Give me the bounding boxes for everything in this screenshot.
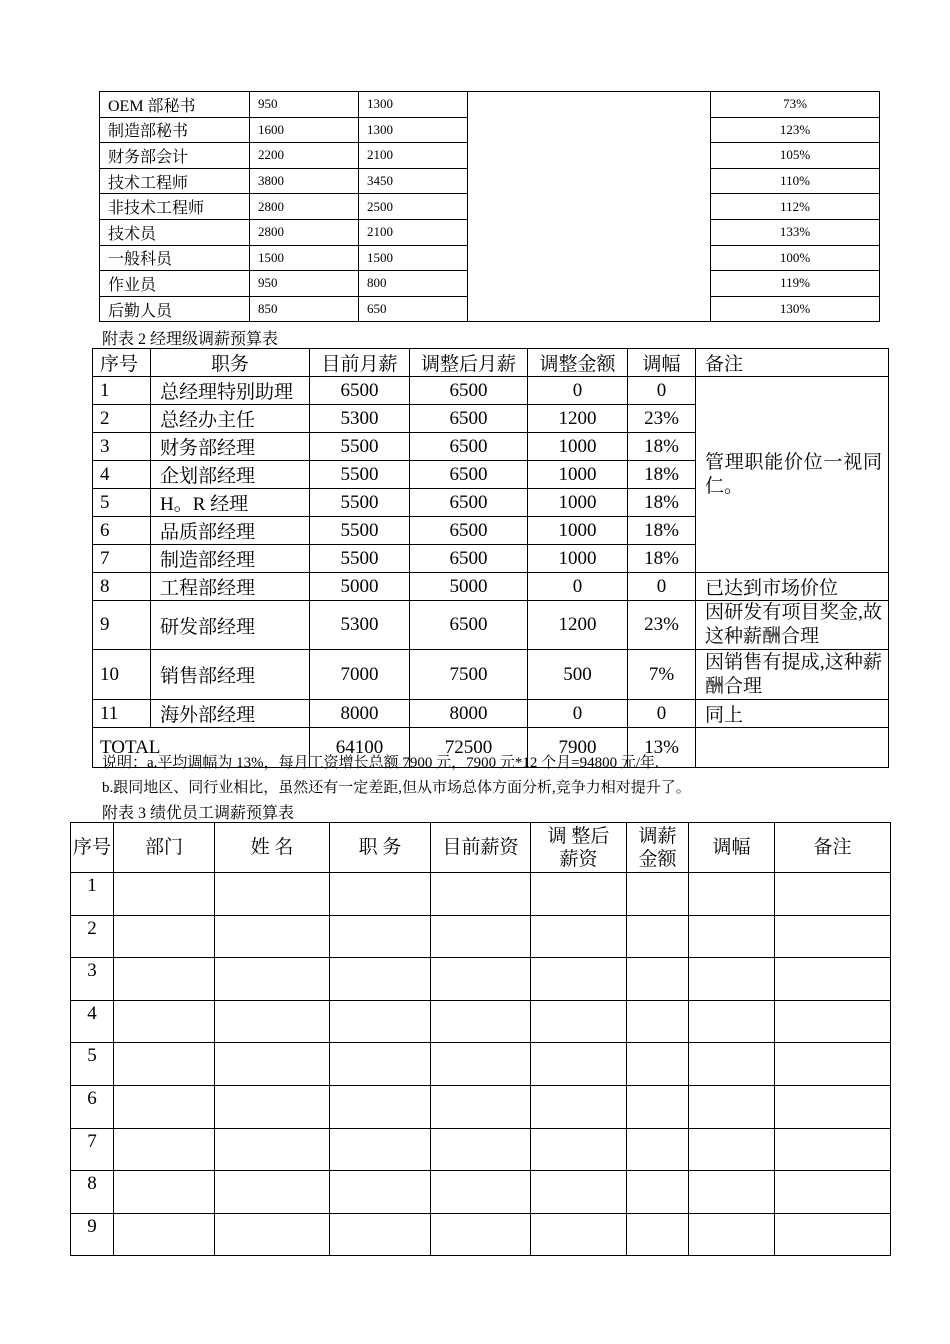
current-cell: 5300 (310, 601, 410, 650)
title-cell: 销售部经理 (151, 650, 310, 700)
amount-cell: 1000 (528, 517, 628, 545)
adjusted-cell: 6500 (410, 489, 528, 517)
remark-cell[interactable] (775, 873, 891, 916)
amount-cell[interactable] (627, 915, 689, 958)
current-cell: 5500 (310, 433, 410, 461)
no-cell: 4 (93, 461, 151, 489)
rate-cell[interactable] (689, 958, 775, 1001)
header-dept: 部门 (114, 823, 215, 873)
rate-cell[interactable] (689, 1128, 775, 1171)
amount-cell: 500 (528, 650, 628, 700)
amount-cell[interactable] (627, 1085, 689, 1128)
rate-cell[interactable] (689, 1000, 775, 1043)
name-cell[interactable] (215, 1000, 330, 1043)
amount-cell: 1200 (528, 405, 628, 433)
header-current: 目前月薪 (310, 349, 410, 377)
current-salary-cell: 1300 (359, 117, 468, 143)
title-cell: H。R 经理 (151, 489, 310, 517)
current-salary-cell: 800 (359, 271, 468, 297)
dept-cell[interactable] (114, 1213, 215, 1256)
ratio-cell: 73% (711, 92, 880, 118)
current-cell: 5300 (310, 405, 410, 433)
position-cell: 一般科员 (100, 245, 250, 271)
rate-cell: 18% (628, 433, 696, 461)
remark-cell: 因研发有项目奖金,故这种薪酬合理 (696, 601, 889, 650)
title-cell[interactable] (330, 873, 431, 916)
rate-cell: 18% (628, 517, 696, 545)
name-cell[interactable] (215, 873, 330, 916)
current-cell[interactable] (431, 1085, 531, 1128)
dept-cell[interactable] (114, 915, 215, 958)
dept-cell[interactable] (114, 873, 215, 916)
adjusted-cell: 6500 (410, 461, 528, 489)
table3-caption: 附表 3 绩优员工调薪预算表 (102, 805, 295, 822)
no-cell: 6 (93, 517, 151, 545)
ratio-cell: 112% (711, 194, 880, 220)
header-remark: 备注 (775, 823, 891, 873)
title-cell: 总经办主任 (151, 405, 310, 433)
no-cell: 6 (71, 1085, 114, 1128)
rate-cell: 18% (628, 489, 696, 517)
title-cell: 财务部经理 (151, 433, 310, 461)
market-salary-cell: 1600 (250, 117, 359, 143)
current-cell[interactable] (431, 1128, 531, 1171)
rate-cell[interactable] (689, 915, 775, 958)
amount-cell: 0 (528, 377, 628, 405)
rate-cell: 0 (628, 700, 696, 728)
header-no: 序号 (93, 349, 151, 377)
position-cell: 非技术工程师 (100, 194, 250, 220)
table-row (71, 1043, 891, 1086)
title-cell[interactable] (330, 915, 431, 958)
no-cell: 5 (71, 1043, 114, 1086)
position-cell: 技术工程师 (100, 168, 250, 194)
adjusted-cell[interactable] (531, 1000, 627, 1043)
table-row (93, 573, 889, 601)
adjusted-cell[interactable] (531, 1128, 627, 1171)
title-cell: 企划部经理 (151, 461, 310, 489)
remark-cell[interactable] (775, 1085, 891, 1128)
remark-cell[interactable] (775, 915, 891, 958)
name-cell[interactable] (215, 1043, 330, 1086)
adjusted-cell: 6500 (410, 405, 528, 433)
table-row (93, 700, 889, 728)
header-adjusted: 调整后月薪 (410, 349, 528, 377)
total-rate: 13% (628, 728, 696, 768)
total-current: 64100 (310, 728, 410, 768)
table-row (71, 1171, 891, 1214)
current-cell: 5000 (310, 573, 410, 601)
note-b: b.跟同地区、同行业相比，虽然还有一定差距,但从市场总体方面分析,竞争力相对提升了。 (102, 780, 691, 796)
dept-cell[interactable] (114, 1128, 215, 1171)
current-cell: 5500 (310, 545, 410, 573)
header-title: 职 务 (330, 823, 431, 873)
dept-cell[interactable] (114, 1000, 215, 1043)
amount-cell: 1000 (528, 461, 628, 489)
current-cell[interactable] (431, 1213, 531, 1256)
header-name: 姓 名 (215, 823, 330, 873)
remark-cell[interactable] (775, 1171, 891, 1214)
rate-cell[interactable] (689, 1171, 775, 1214)
no-cell: 2 (71, 915, 114, 958)
current-cell[interactable] (431, 915, 531, 958)
rate-cell[interactable] (689, 1043, 775, 1086)
current-salary-cell: 1300 (359, 92, 468, 118)
header-title: 职务 (151, 349, 310, 377)
dept-cell[interactable] (114, 1085, 215, 1128)
market-salary-cell: 2800 (250, 219, 359, 245)
amount-cell[interactable] (627, 1171, 689, 1214)
adjusted-cell: 6500 (410, 433, 528, 461)
remark-cell[interactable] (775, 1128, 891, 1171)
current-cell: 7000 (310, 650, 410, 700)
adjusted-cell: 6500 (410, 545, 528, 573)
total-adjusted: 72500 (410, 728, 528, 768)
adjusted-cell: 7500 (410, 650, 528, 700)
name-cell[interactable] (215, 1213, 330, 1256)
header-adjusted: 调 整后薪资 (531, 823, 627, 873)
title-cell: 研发部经理 (151, 601, 310, 650)
adjusted-cell: 6500 (410, 517, 528, 545)
title-cell[interactable] (330, 1128, 431, 1171)
header-current: 目前薪资 (431, 823, 531, 873)
name-cell[interactable] (215, 1171, 330, 1214)
current-salary-cell: 2100 (359, 143, 468, 169)
blank-merged-cell (468, 92, 711, 322)
adjusted-cell: 6500 (410, 377, 528, 405)
table-row (71, 1000, 891, 1043)
remark-cell: 因销售有提成,这种薪酬合理 (696, 650, 889, 700)
market-salary-cell: 850 (250, 296, 359, 322)
current-cell: 8000 (310, 700, 410, 728)
ratio-cell: 100% (711, 245, 880, 271)
table-row (100, 92, 880, 118)
ratio-cell: 119% (711, 271, 880, 297)
note-a: 说明：a.平均调幅为 13%，每月工资增长总额 7900 元，7900 元*12 个月=94800 元/年. (102, 755, 659, 771)
manager-salary-table (92, 348, 889, 768)
rate-cell: 7% (628, 650, 696, 700)
current-cell[interactable] (431, 1171, 531, 1214)
total-amount: 7900 (528, 728, 628, 768)
title-cell: 品质部经理 (151, 517, 310, 545)
adjusted-cell[interactable] (531, 1085, 627, 1128)
merged-remark-cell: 管理职能价位一视同仁。 (696, 377, 889, 573)
total-label: TOTAL (93, 728, 310, 768)
header-rate: 调幅 (628, 349, 696, 377)
header-row (93, 349, 889, 377)
market-salary-cell: 2800 (250, 194, 359, 220)
rate-cell: 0 (628, 573, 696, 601)
table-row (71, 1085, 891, 1128)
table-row (71, 958, 891, 1001)
title-cell: 制造部经理 (151, 545, 310, 573)
adjusted-cell[interactable] (531, 873, 627, 916)
rate-cell[interactable] (689, 873, 775, 916)
header-amount: 调薪金额 (627, 823, 689, 873)
title-cell[interactable] (330, 958, 431, 1001)
header-rate: 调幅 (689, 823, 775, 873)
dept-cell[interactable] (114, 1043, 215, 1086)
amount-cell[interactable] (627, 958, 689, 1001)
ratio-cell: 123% (711, 117, 880, 143)
adjusted-cell: 8000 (410, 700, 528, 728)
adjusted-cell[interactable] (531, 1213, 627, 1256)
name-cell[interactable] (215, 1085, 330, 1128)
total-remark (696, 728, 889, 768)
ratio-cell: 133% (711, 219, 880, 245)
amount-cell: 1000 (528, 489, 628, 517)
top-performer-salary-table (70, 822, 891, 1256)
market-salary-cell: 2200 (250, 143, 359, 169)
remark-cell[interactable] (775, 1043, 891, 1086)
no-cell: 11 (93, 700, 151, 728)
amount-cell: 1000 (528, 545, 628, 573)
name-cell[interactable] (215, 958, 330, 1001)
title-cell[interactable] (330, 1213, 431, 1256)
remark-cell[interactable] (775, 1000, 891, 1043)
current-salary-cell: 3450 (359, 168, 468, 194)
market-salary-cell: 950 (250, 92, 359, 118)
position-cell: 制造部秘书 (100, 117, 250, 143)
name-cell[interactable] (215, 915, 330, 958)
no-cell: 10 (93, 650, 151, 700)
no-cell: 7 (71, 1128, 114, 1171)
no-cell: 2 (93, 405, 151, 433)
header-remark: 备注 (696, 349, 889, 377)
dept-cell[interactable] (114, 1171, 215, 1214)
no-cell: 5 (93, 489, 151, 517)
table-row (71, 1128, 891, 1171)
current-cell[interactable] (431, 873, 531, 916)
header-row (71, 823, 891, 873)
rate-cell[interactable] (689, 1085, 775, 1128)
no-cell: 7 (93, 545, 151, 573)
name-cell[interactable] (215, 1128, 330, 1171)
amount-cell[interactable] (627, 873, 689, 916)
current-cell: 6500 (310, 377, 410, 405)
ratio-cell: 130% (711, 296, 880, 322)
adjusted-cell[interactable] (531, 1171, 627, 1214)
market-salary-cell: 3800 (250, 168, 359, 194)
amount-cell[interactable] (627, 1213, 689, 1256)
remark-cell[interactable] (775, 1213, 891, 1256)
rate-cell: 23% (628, 405, 696, 433)
table-row (71, 873, 891, 916)
adjusted-cell[interactable] (531, 958, 627, 1001)
position-salary-table (99, 91, 880, 322)
current-salary-cell: 1500 (359, 245, 468, 271)
adjusted-cell[interactable] (531, 1043, 627, 1086)
remark-cell: 同上 (696, 700, 889, 728)
amount-cell: 1200 (528, 601, 628, 650)
title-cell: 总经理特别助理 (151, 377, 310, 405)
no-cell: 9 (93, 601, 151, 650)
ratio-cell: 110% (711, 168, 880, 194)
position-cell: 作业员 (100, 271, 250, 297)
title-cell: 海外部经理 (151, 700, 310, 728)
title-cell[interactable] (330, 1085, 431, 1128)
market-salary-cell: 950 (250, 271, 359, 297)
position-cell: 技术员 (100, 219, 250, 245)
no-cell: 8 (71, 1171, 114, 1214)
no-cell: 8 (93, 573, 151, 601)
position-cell: OEM 部秘书 (100, 92, 250, 118)
table2-caption: 附表 2 经理级调薪预算表 (102, 331, 279, 348)
dept-cell[interactable] (114, 958, 215, 1001)
current-cell[interactable] (431, 1000, 531, 1043)
no-cell: 9 (71, 1213, 114, 1256)
amount-cell: 0 (528, 573, 628, 601)
position-cell: 后勤人员 (100, 296, 250, 322)
adjusted-cell: 5000 (410, 573, 528, 601)
title-cell[interactable] (330, 1171, 431, 1214)
amount-cell[interactable] (627, 1043, 689, 1086)
current-cell: 5500 (310, 461, 410, 489)
market-salary-cell: 1500 (250, 245, 359, 271)
rate-cell[interactable] (689, 1213, 775, 1256)
table-row (93, 650, 889, 700)
ratio-cell: 105% (711, 143, 880, 169)
current-salary-cell: 2500 (359, 194, 468, 220)
header-amount: 调整金额 (528, 349, 628, 377)
position-cell: 财务部会计 (100, 143, 250, 169)
amount-cell: 0 (528, 700, 628, 728)
no-cell: 1 (71, 873, 114, 916)
header-no: 序号 (71, 823, 114, 873)
adjusted-cell: 6500 (410, 601, 528, 650)
adjusted-cell[interactable] (531, 915, 627, 958)
no-cell: 4 (71, 1000, 114, 1043)
table-row (93, 601, 889, 650)
no-cell: 3 (93, 433, 151, 461)
table-row (71, 915, 891, 958)
current-cell: 5500 (310, 489, 410, 517)
current-salary-cell: 650 (359, 296, 468, 322)
title-cell: 工程部经理 (151, 573, 310, 601)
title-cell[interactable] (330, 1000, 431, 1043)
amount-cell[interactable] (627, 1128, 689, 1171)
table-row (93, 377, 889, 405)
no-cell: 1 (93, 377, 151, 405)
remark-cell: 已达到市场价位 (696, 573, 889, 601)
amount-cell[interactable] (627, 1000, 689, 1043)
rate-cell: 23% (628, 601, 696, 650)
rate-cell: 18% (628, 545, 696, 573)
no-cell: 3 (71, 958, 114, 1001)
table-row (71, 1213, 891, 1256)
remark-cell[interactable] (775, 958, 891, 1001)
current-salary-cell: 2100 (359, 219, 468, 245)
rate-cell: 18% (628, 461, 696, 489)
rate-cell: 0 (628, 377, 696, 405)
current-cell[interactable] (431, 1043, 531, 1086)
current-cell: 5500 (310, 517, 410, 545)
amount-cell: 1000 (528, 433, 628, 461)
current-cell[interactable] (431, 958, 531, 1001)
title-cell[interactable] (330, 1043, 431, 1086)
